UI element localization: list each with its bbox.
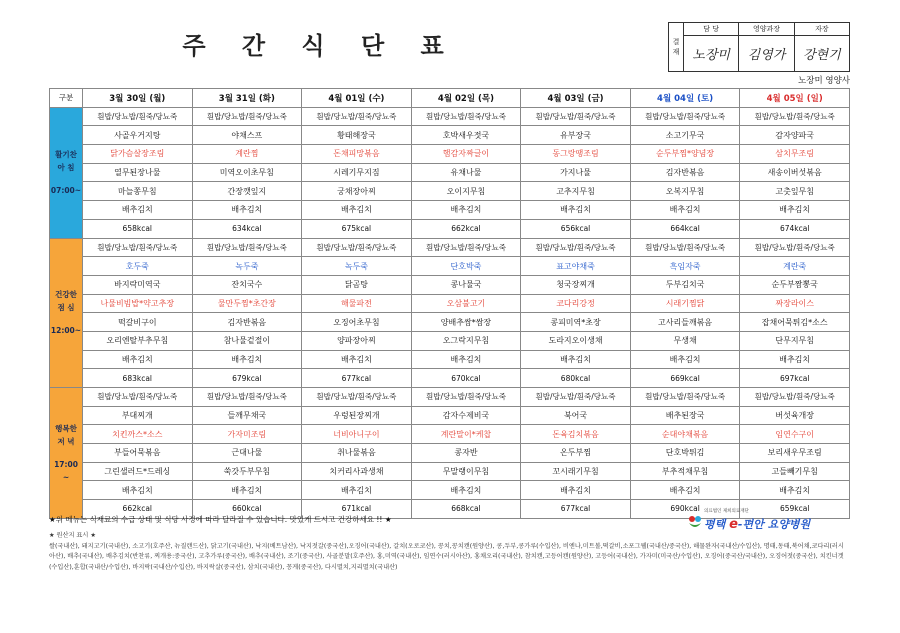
menu-cell: 배추김치 bbox=[83, 481, 193, 500]
menu-cell: 흰밥/당뇨밥/흰죽/당뇨죽 bbox=[411, 388, 521, 407]
menu-cell: 배추김치 bbox=[740, 201, 850, 220]
menu-cell: 새송이버섯볶음 bbox=[740, 163, 850, 182]
menu-cell: 단호박죽 bbox=[411, 257, 521, 276]
menu-cell: 열무된장나물 bbox=[83, 163, 193, 182]
menu-row bbox=[50, 126, 850, 145]
menu-cell: 오삼불고기 bbox=[411, 294, 521, 313]
menu-cell: 순두부찜*양념장 bbox=[630, 145, 740, 164]
menu-cell: 참나물겉절이 bbox=[192, 331, 302, 350]
approval-side-label: 결 재 bbox=[669, 23, 684, 72]
kcal-cell: 679kcal bbox=[192, 369, 302, 388]
kcal-cell: 664kcal bbox=[630, 219, 740, 238]
menu-cell: 배추김치 bbox=[740, 350, 850, 369]
menu-row bbox=[50, 182, 850, 201]
menu-cell: 우렁된장찌개 bbox=[302, 406, 412, 425]
approval-signature: 강현기 bbox=[794, 36, 849, 72]
menu-row bbox=[50, 331, 850, 350]
menu-cell: 부대찌개 bbox=[83, 406, 193, 425]
meal-title: 행복한 저 녁 bbox=[55, 423, 77, 446]
menu-cell: 배추김치 bbox=[83, 350, 193, 369]
menu-cell: 닭곰탕 bbox=[302, 275, 412, 294]
menu-cell: 흰밥/당뇨밥/흰죽/당뇨죽 bbox=[521, 388, 631, 407]
menu-cell: 간장깻잎지 bbox=[192, 182, 302, 201]
kcal-cell: 677kcal bbox=[302, 369, 412, 388]
menu-cell: 소고기무국 bbox=[630, 126, 740, 145]
approval-signature: 노장미 bbox=[684, 36, 739, 72]
menu-cell: 배추김치 bbox=[83, 201, 193, 220]
menu-row bbox=[50, 145, 850, 164]
menu-cell: 보리새우무조림 bbox=[740, 444, 850, 463]
menu-row bbox=[50, 406, 850, 425]
kcal-cell: 697kcal bbox=[740, 369, 850, 388]
menu-cell: 흰밥/당뇨밥/흰죽/당뇨죽 bbox=[83, 388, 193, 407]
menu-cell: 단무지무침 bbox=[740, 331, 850, 350]
menu-row bbox=[50, 350, 850, 369]
day-header: 4월 01일 (수) bbox=[302, 89, 412, 108]
menu-cell: 청국장찌개 bbox=[521, 275, 631, 294]
menu-cell: 쑥갓두부무침 bbox=[192, 462, 302, 481]
menu-cell: 흰밥/당뇨밥/흰죽/당뇨죽 bbox=[740, 388, 850, 407]
menu-cell: 오복지무침 bbox=[630, 182, 740, 201]
menu-cell: 햄감자짜글이 bbox=[411, 145, 521, 164]
menu-cell: 부들어묵볶음 bbox=[83, 444, 193, 463]
menu-cell: 오징어초무침 bbox=[302, 313, 412, 332]
menu-cell: 호두죽 bbox=[83, 257, 193, 276]
menu-cell: 가지나물 bbox=[521, 163, 631, 182]
menu-cell: 흰밥/당뇨밥/흰죽/당뇨죽 bbox=[192, 238, 302, 257]
menu-cell: 들깨무채국 bbox=[192, 406, 302, 425]
meal-title: 활기찬 아 침 bbox=[55, 150, 77, 173]
menu-cell: 고추지무침 bbox=[521, 182, 631, 201]
menu-cell: 너비아니구이 bbox=[302, 425, 412, 444]
menu-cell: 흑임자죽 bbox=[630, 257, 740, 276]
header-row bbox=[50, 89, 850, 108]
menu-cell: 흰밥/당뇨밥/흰죽/당뇨죽 bbox=[192, 388, 302, 407]
menu-row bbox=[50, 238, 850, 257]
menu-cell: 김자반볶음 bbox=[630, 163, 740, 182]
meal-label bbox=[50, 388, 83, 519]
kcal-cell: 674kcal bbox=[740, 219, 850, 238]
menu-cell: 양배추쌈*쌈장 bbox=[411, 313, 521, 332]
kcal-cell: 659kcal bbox=[740, 500, 850, 519]
menu-cell: 흰밥/당뇨밥/흰죽/당뇨죽 bbox=[411, 238, 521, 257]
menu-cell: 흰밥/당뇨밥/흰죽/당뇨죽 bbox=[630, 388, 740, 407]
menu-cell: 흰밥/당뇨밥/흰죽/당뇨죽 bbox=[83, 107, 193, 126]
menu-row bbox=[50, 481, 850, 500]
menu-cell: 계란죽 bbox=[740, 257, 850, 276]
kcal-cell: 680kcal bbox=[521, 369, 631, 388]
menu-cell: 배추김치 bbox=[411, 481, 521, 500]
menu-cell: 무생채 bbox=[630, 331, 740, 350]
menu-cell: 배추김치 bbox=[630, 201, 740, 220]
meal-label bbox=[50, 238, 83, 388]
menu-cell: 야채스프 bbox=[192, 126, 302, 145]
menu-row bbox=[50, 201, 850, 220]
menu-cell: 그린샐러드*드레싱 bbox=[83, 462, 193, 481]
menu-cell: 양파장아찌 bbox=[302, 331, 412, 350]
menu-cell: 흰밥/당뇨밥/흰죽/당뇨죽 bbox=[192, 107, 302, 126]
menu-cell: 김자반볶음 bbox=[192, 313, 302, 332]
menu-cell: 녹두죽 bbox=[302, 257, 412, 276]
kcal-cell: 660kcal bbox=[192, 500, 302, 519]
menu-cell: 버섯육개장 bbox=[740, 406, 850, 425]
menu-cell: 도라지오이생채 bbox=[521, 331, 631, 350]
kcal-cell: 670kcal bbox=[411, 369, 521, 388]
menu-cell: 시레기무지짐 bbox=[302, 163, 412, 182]
menu-row bbox=[50, 425, 850, 444]
menu-cell: 배추김치 bbox=[192, 350, 302, 369]
menu-cell: 코다리강정 bbox=[521, 294, 631, 313]
menu-cell: 계란말이*케찹 bbox=[411, 425, 521, 444]
menu-cell: 잡채어묵튀김*소스 bbox=[740, 313, 850, 332]
menu-cell: 시래기찜닭 bbox=[630, 294, 740, 313]
menu-row bbox=[50, 163, 850, 182]
meal-label bbox=[50, 107, 83, 238]
day-header: 4월 03일 (금) bbox=[521, 89, 631, 108]
menu-cell: 닭가슴살장조림 bbox=[83, 145, 193, 164]
approval-role: 영양과장 bbox=[739, 23, 794, 36]
menu-cell: 유부장국 bbox=[521, 126, 631, 145]
menu-cell: 배추김치 bbox=[302, 350, 412, 369]
menu-cell: 흰밥/당뇨밥/흰죽/당뇨죽 bbox=[302, 388, 412, 407]
menu-cell: 흰밥/당뇨밥/흰죽/당뇨죽 bbox=[411, 107, 521, 126]
menu-row bbox=[50, 388, 850, 407]
menu-cell: 오그락지무침 bbox=[411, 331, 521, 350]
menu-cell: 흰밥/당뇨밥/흰죽/당뇨죽 bbox=[302, 238, 412, 257]
menu-cell: 배추김치 bbox=[521, 350, 631, 369]
menu-cell: 표고야채죽 bbox=[521, 257, 631, 276]
day-header: 3월 31일 (화) bbox=[192, 89, 302, 108]
menu-cell: 배추김치 bbox=[521, 481, 631, 500]
menu-cell: 돈채피망볶음 bbox=[302, 145, 412, 164]
menu-cell: 흰밥/당뇨밥/흰죽/당뇨죽 bbox=[740, 238, 850, 257]
meal-title: 건강한 점 심 bbox=[55, 290, 77, 313]
kcal-cell: 668kcal bbox=[411, 500, 521, 519]
menu-cell: 물만두찜*초간장 bbox=[192, 294, 302, 313]
menu-cell: 떡갈비구이 bbox=[83, 313, 193, 332]
day-header: 4월 05일 (일) bbox=[740, 89, 850, 108]
menu-row bbox=[50, 294, 850, 313]
menu-cell: 두부김치국 bbox=[630, 275, 740, 294]
menu-cell: 온두부찜 bbox=[521, 444, 631, 463]
kcal-cell: 634kcal bbox=[192, 219, 302, 238]
approval-role: 담 당 bbox=[684, 23, 739, 36]
menu-cell: 배추김치 bbox=[411, 350, 521, 369]
menu-cell: 바지락미역국 bbox=[83, 275, 193, 294]
page-title: 주 간 식 단 표 bbox=[182, 32, 458, 60]
menu-cell: 고춧잎무침 bbox=[740, 182, 850, 201]
kcal-cell: 662kcal bbox=[83, 500, 193, 519]
menu-row bbox=[50, 107, 850, 126]
menu-cell: 순대야채볶음 bbox=[630, 425, 740, 444]
menu-cell: 사골우거지탕 bbox=[83, 126, 193, 145]
menu-row bbox=[50, 219, 850, 238]
logo-text: 평택 e-편안 요양병원 bbox=[704, 517, 811, 532]
menu-cell: 흰밥/당뇨밥/흰죽/당뇨죽 bbox=[302, 107, 412, 126]
menu-row bbox=[50, 313, 850, 332]
menu-cell: 오리엔탈부추무침 bbox=[83, 331, 193, 350]
menu-cell: 짜장라이스 bbox=[740, 294, 850, 313]
menu-cell: 배추김치 bbox=[302, 201, 412, 220]
menu-cell: 콩자반 bbox=[411, 444, 521, 463]
meal-time: 07:00~ bbox=[50, 186, 82, 196]
menu-cell: 꼬시래기무침 bbox=[521, 462, 631, 481]
day-header: 3월 30일 (월) bbox=[83, 89, 193, 108]
origin-text: 쌀(국내산), 돼지고기(국내산), 소고기(호주산, 뉴질랜드산), 닭고기(국내산), 낙지(베트남산), 낙지젓갈(중국산),오징어(국내산), 갈치(오로코산), 꽁치,꽁치캔(원양산), 콩,두부,콩가루(수입산), 비엔나,미트볼,떡갈비,소포그웰(국내산/중국산), 해물완자(국내산/수입산), 명태,동태,북어채,코다리(러시아산), 배추(국내산), 배추김치(반찬류, 찌개용:중국산), 고추가루(중국산), 배추(국내산), 조기(중국산), 사골분말(호주산), 홍,미역(국내산), 임연수(러시아산), 홍채오리(국내산), 참치캔,고등어캔(원양산), 고등어(국내산), 가자미(미국산/수입산), 오징어(중국산/국내산), 오징어젓(중국산), 치킨너겟(수입산),훈합(국내산/수입산), 바지락(국내산/수입산), 바지락살(중국산), 삼치(국내산), 꽁게(중국산), 다시멸치,지리멸치(국내산) bbox=[49, 542, 844, 571]
menu-cell: 마늘쫑무침 bbox=[83, 182, 193, 201]
kcal-cell: 671kcal bbox=[302, 500, 412, 519]
menu-cell: 잔치국수 bbox=[192, 275, 302, 294]
menu-cell: 배추김치 bbox=[740, 481, 850, 500]
kcal-cell: 658kcal bbox=[83, 219, 193, 238]
menu-cell: 돈육김치볶음 bbox=[521, 425, 631, 444]
approval-box bbox=[668, 22, 850, 72]
menu-cell: 동그랑땡조림 bbox=[521, 145, 631, 164]
kcal-cell: 662kcal bbox=[411, 219, 521, 238]
day-header: 4월 02일 (목) bbox=[411, 89, 521, 108]
menu-cell: 배추김치 bbox=[192, 201, 302, 220]
header-corner: 구분 bbox=[50, 89, 83, 108]
kcal-cell: 675kcal bbox=[302, 219, 412, 238]
menu-cell: 나물비빔밥*약고추장 bbox=[83, 294, 193, 313]
menu-cell: 녹두죽 bbox=[192, 257, 302, 276]
hospital-emblem-icon bbox=[688, 514, 702, 530]
menu-cell: 가자미조림 bbox=[192, 425, 302, 444]
kcal-cell: 656kcal bbox=[521, 219, 631, 238]
menu-cell: 유채나물 bbox=[411, 163, 521, 182]
menu-cell: 배추김치 bbox=[630, 481, 740, 500]
menu-cell: 치킨까스*소스 bbox=[83, 425, 193, 444]
origin-info bbox=[49, 531, 849, 573]
kcal-cell: 683kcal bbox=[83, 369, 193, 388]
logo-subtitle: 의료법인 제희의료재단 bbox=[704, 509, 749, 514]
menu-cell: 무말랭이무침 bbox=[411, 462, 521, 481]
menu-row bbox=[50, 444, 850, 463]
kcal-cell: 677kcal bbox=[521, 500, 631, 519]
menu-cell: 근대나물 bbox=[192, 444, 302, 463]
menu-cell: 배추김치 bbox=[302, 481, 412, 500]
menu-cell: 취나물볶음 bbox=[302, 444, 412, 463]
menu-cell: 치커리사과생채 bbox=[302, 462, 412, 481]
menu-cell: 흰밥/당뇨밥/흰죽/당뇨죽 bbox=[630, 107, 740, 126]
weekly-menu-table bbox=[49, 88, 850, 519]
kcal-cell: 669kcal bbox=[630, 369, 740, 388]
menu-cell: 북어국 bbox=[521, 406, 631, 425]
menu-cell: 배추김치 bbox=[411, 201, 521, 220]
menu-cell: 오이지무침 bbox=[411, 182, 521, 201]
menu-cell: 배추김치 bbox=[521, 201, 631, 220]
menu-row bbox=[50, 369, 850, 388]
meal-time: 12:00~ bbox=[50, 326, 82, 336]
kcal-cell: 690kcal bbox=[630, 500, 740, 519]
menu-cell: 흰밥/당뇨밥/흰죽/당뇨죽 bbox=[740, 107, 850, 126]
menu-cell: 배추김치 bbox=[630, 350, 740, 369]
menu-cell: 순두부짬뽕국 bbox=[740, 275, 850, 294]
menu-cell: 흰밥/당뇨밥/흰죽/당뇨죽 bbox=[83, 238, 193, 257]
menu-row bbox=[50, 275, 850, 294]
menu-cell: 고들빼기무침 bbox=[740, 462, 850, 481]
menu-cell: 계란찜 bbox=[192, 145, 302, 164]
approval-signature: 김영가 bbox=[739, 36, 794, 72]
day-header: 4월 04일 (토) bbox=[630, 89, 740, 108]
menu-cell: 해물파전 bbox=[302, 294, 412, 313]
menu-cell: 감자수제비국 bbox=[411, 406, 521, 425]
menu-row bbox=[50, 462, 850, 481]
meal-time: 17:00 ~ bbox=[54, 459, 78, 482]
menu-cell: 배추된장국 bbox=[630, 406, 740, 425]
approval-role: 자장 bbox=[794, 23, 849, 36]
menu-cell: 단호박튀김 bbox=[630, 444, 740, 463]
menu-cell: 콩피미역*초장 bbox=[521, 313, 631, 332]
menu-cell: 감자양파국 bbox=[740, 126, 850, 145]
menu-cell: 황태해장국 bbox=[302, 126, 412, 145]
menu-cell: 흰밥/당뇨밥/흰죽/당뇨죽 bbox=[630, 238, 740, 257]
menu-cell: 호박새우젓국 bbox=[411, 126, 521, 145]
menu-cell: 부추적채무침 bbox=[630, 462, 740, 481]
menu-cell: 미역오이초무침 bbox=[192, 163, 302, 182]
origin-title: ★ 원산지 표시 ★ bbox=[49, 532, 96, 539]
menu-cell: 흰밥/당뇨밥/흰죽/당뇨죽 bbox=[521, 238, 631, 257]
menu-cell: 궁채장아찌 bbox=[302, 182, 412, 201]
menu-cell: 콩나물국 bbox=[411, 275, 521, 294]
menu-cell: 고사리들깨볶음 bbox=[630, 313, 740, 332]
menu-cell: 흰밥/당뇨밥/흰죽/당뇨죽 bbox=[521, 107, 631, 126]
menu-cell: 배추김치 bbox=[192, 481, 302, 500]
author-label: 노장미 영양사 bbox=[798, 76, 850, 86]
menu-row bbox=[50, 257, 850, 276]
notice-text: ★위 메뉴는 식재료의 수급 상태 및 식당 사정에 따라 달라질 수 있습니다. 맛있게 드시고 건강하세요 !! ★ bbox=[49, 515, 392, 524]
menu-cell: 삼치무조림 bbox=[740, 145, 850, 164]
menu-cell: 임연수구이 bbox=[740, 425, 850, 444]
